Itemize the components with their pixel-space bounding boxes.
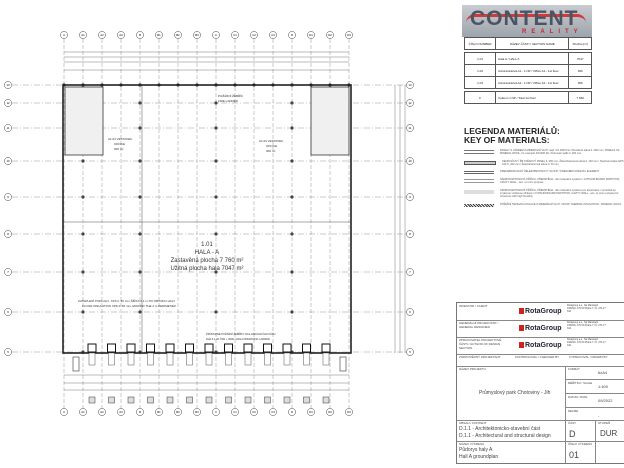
grid-row-label: 12 (408, 101, 412, 105)
column-pillar (214, 195, 217, 198)
grid-row-label: 12 (6, 101, 10, 105)
dock-bumper (128, 397, 134, 403)
dock-bumper (148, 397, 154, 403)
grid-column-label: A3 (119, 33, 123, 37)
column-pillar (290, 195, 293, 198)
dock-door (303, 344, 311, 352)
grid-column-label: D2 (328, 410, 332, 414)
drawing-en: Hall A groundplan (459, 454, 499, 460)
sandwich-panel-symbol (464, 161, 496, 165)
column-pillar (81, 270, 84, 273)
date-value: 09/2022 (598, 398, 613, 403)
grid-column-label: B (139, 410, 141, 414)
mineral-wool-panel-symbol (464, 150, 494, 154)
content-label: OBSAH / CONTENT (459, 421, 487, 425)
grid-column-label: A (63, 33, 65, 37)
grid-column-label: D2 (328, 33, 332, 37)
dock-bumper (304, 397, 310, 403)
dock-bumper (109, 397, 115, 403)
dock-bumper (187, 397, 193, 403)
column-pillar (81, 159, 84, 162)
rotagroup-logo: RotaGroup (519, 308, 562, 315)
grid-row-label: 9 (409, 195, 411, 199)
project-label: NÁZEV PROJEKTU (459, 367, 486, 371)
dock-door (186, 344, 194, 352)
dock-leveler (206, 353, 212, 365)
floor-insulation-en: FLOOR INSULATION XPS tl. 80 mm AROUND THE 2 m PERIMETER (82, 304, 176, 308)
party-designer (457, 320, 624, 338)
header-name: NÁZEV ČÁSTI / SECTION NAME (496, 38, 569, 50)
dock-bumper (206, 397, 212, 403)
column-pillar (138, 159, 141, 162)
grid-column-label: B2 (176, 33, 180, 37)
grid-row-label: 8 (7, 232, 9, 236)
dock-door (264, 344, 272, 352)
roof-insulation-symbol (464, 204, 494, 207)
grid-column-label: A2 (100, 33, 104, 37)
office-left-type: OFFICE (114, 142, 125, 146)
column-pillar (214, 126, 217, 129)
party-address: Rotagroup a.s., Na Maninách 1092/20, 170 00 Praha 7, IČ: 274 17 344 (567, 304, 606, 313)
table-total-row (465, 92, 592, 104)
dock-door (244, 344, 252, 352)
area-table (464, 37, 592, 104)
fire-ladder-en: FIRE LADDER (218, 99, 238, 103)
scale-value: 1:400 (598, 384, 609, 389)
party-address: Rotagroup a.s., Na Maninách 1092/20, 170 00 Praha 7, IČ: 274 17 344 (567, 338, 606, 347)
content-cz: D.1.1 - Architektonicko-stavební část (459, 426, 541, 432)
grid-column-label: B3 (195, 33, 199, 37)
dock-leveler (245, 353, 251, 365)
column-pillar (290, 310, 293, 313)
column-pillar (138, 232, 141, 235)
column-pillar (81, 195, 84, 198)
legend-title-cz: LEGENDA MATERIÁLŮ: (464, 126, 560, 136)
grid-column-label: B (139, 33, 141, 37)
grid-column-label: D (290, 410, 294, 414)
column-pillar (214, 159, 217, 162)
truck-symbol (340, 357, 346, 371)
number-label: ČÍSLO VÝKRESU (568, 442, 593, 446)
content-en: D.1.1 - Architectural and structural design (459, 433, 551, 439)
legend-text: SENDVIČOVÝ ŽB STĚNOVÝ PANEL tl. 300 mm, Železobetonová stěna tl. 140 mm / Tepelná izolace EPS 100 S, 100 mm / Železobetonová stěna tl. 70 mm (502, 159, 624, 166)
grid-row-label: 7 (409, 270, 411, 274)
grid-column-label: C (214, 33, 218, 37)
project-name: Průmyslový park Chotoviny - Jih (479, 390, 551, 396)
stage-label: STUPEŇ (598, 421, 611, 425)
grid-row-label: 13 (408, 83, 412, 87)
party-author (457, 337, 624, 355)
grid-column-label: A1 (81, 410, 85, 414)
column-pillar (138, 310, 141, 313)
dock-bumper (265, 397, 271, 403)
drawing-cz: Půdorys haly A (459, 447, 493, 453)
grid-row-label: 11 (6, 126, 10, 130)
grid-column-label: D3 (347, 33, 351, 37)
legend-item (464, 203, 624, 207)
fire-ladder-bottom-en: DLE 5.1.26 ČSN + 3000 / HIGH-OPERATING LADDER (206, 338, 270, 341)
row-name: Administrativa A1 - 1.NP / Office A1 - 1st floor (496, 65, 569, 77)
party-role: GENERÁLNÍ PROJEKTANT / GENERAL DESIGNER (459, 321, 499, 329)
materials-legend (464, 127, 624, 207)
legend-text: PREFABRIKOVANÝ ŽELEZOBETONOVÝ SLOUP / PREFABRICATED RC ELEMENT (500, 170, 600, 174)
format-label: FORMÁT (568, 367, 580, 371)
grid-column-label: B1 (157, 33, 161, 37)
grid-column-label: B1 (157, 410, 161, 414)
truck-symbol (73, 357, 79, 371)
fire-ladder-cz: POŽÁRNÍ ŽEBŘÍK (218, 94, 244, 98)
dock-door (225, 344, 233, 352)
rc-element-symbol (464, 171, 494, 174)
grid-column-label: C1 (233, 33, 237, 37)
loading-docks (73, 344, 346, 403)
column-pillar (290, 232, 293, 235)
legend-text: SÁDROKARTONOVÁ PŘÍČKA, PŘEDSTĚNA - dle zvoleného systému / GYPSUM BOARD PARTITION, CAVITY WALL - acc. to room purpose (500, 178, 621, 185)
dock-leveler (109, 353, 115, 365)
grid-column-label: B2 (176, 410, 180, 414)
dock-bumper (323, 397, 329, 403)
party-role: INVESTOR / CLIENT (459, 304, 488, 308)
signature-checked: KONTROLOVAL / CHECKED BY (515, 355, 560, 359)
usable-area: Užitná plocha hala 7047 m² (170, 266, 244, 272)
dock-door (127, 344, 135, 352)
grid-column-label: A3 (119, 410, 123, 414)
number-value: 01 (569, 450, 580, 460)
dock-bumper (167, 397, 173, 403)
party-investor (457, 303, 624, 321)
party-address: Rotagroup a.s., Na Maninách 1092/20, 170 00 Praha 7, IČ: 274 17 344 (567, 321, 606, 330)
dock-leveler (226, 353, 232, 365)
date-label: DATUM / DATE (568, 395, 588, 399)
row-area: 306 (569, 65, 592, 77)
column-pillar (214, 232, 217, 235)
project-meta (565, 366, 624, 420)
column-pillar (81, 232, 84, 235)
legend-item (464, 189, 624, 199)
grid-column-label: C1 (233, 410, 237, 414)
dock-leveler (167, 353, 173, 365)
legend-item (464, 170, 624, 174)
office-left-area: 306 m² (114, 147, 124, 151)
column-pillar (138, 126, 141, 129)
column-pillar (138, 270, 141, 273)
table-row (465, 53, 592, 65)
office-left-label: A1.03 VESTAVEK (108, 137, 133, 141)
revision-label: REVIZE (568, 409, 579, 413)
grid-row-label: 6 (409, 310, 411, 314)
building-outline (63, 85, 351, 353)
grid-row-label: 13 (6, 83, 10, 87)
column-pillar (138, 101, 141, 104)
dock-leveler (284, 353, 290, 365)
dock-leveler (265, 353, 271, 365)
gypsum-humid-symbol (464, 190, 494, 194)
dock-leveler (148, 353, 154, 365)
dock-door (205, 344, 213, 352)
format-value: 6xA4 (598, 370, 608, 375)
dock-door (147, 344, 155, 352)
column-pillar (290, 159, 293, 162)
drawing-row (457, 441, 624, 463)
grid-column-label: C3 (271, 33, 275, 37)
office-right-label: A1.03 VESTAVEK (259, 139, 284, 143)
grid-column-label: A (63, 410, 65, 414)
row-name: Hala A / HALL A (496, 53, 569, 65)
fire-ladder-bottom-cz: PRŮNOZNÉ POŽÁRNÍ ŽEBŘÍKY DLE ZADÁVACÍHO PÁSU (206, 333, 276, 336)
stage-value: DUR (600, 429, 618, 438)
office-block-right (311, 87, 349, 155)
grid-row-label: 10 (408, 159, 412, 163)
content-reality-logo (462, 5, 592, 37)
content-row (457, 420, 624, 442)
legend-text: SÁDROKARTONOVÁ PŘÍČKA, PŘEDSTĚNA - dle zvoleného systému pro konstrukce v prostředí se zvýšenou vzdušnou vlhkostí / GYPSUM BOARD PARTITION, CAVITY WALL - acc. to room purpose for structures with high humidity (500, 188, 619, 199)
title-block (456, 302, 624, 464)
table-row (465, 77, 592, 89)
drawing-label: NÁZEV VÝKRESU (459, 442, 485, 446)
dock-door (88, 344, 96, 352)
legend-item (464, 149, 624, 156)
dock-bumper (226, 397, 232, 403)
row-area: 306 (569, 77, 592, 89)
column-pillar (290, 270, 293, 273)
grid-row-label: 10 (6, 159, 10, 163)
dock-bumper (284, 397, 290, 403)
signature-responsible: ZODPOVĚDNÝ PROJEKTANT (459, 355, 501, 359)
gypsum-partition-symbol (464, 179, 494, 183)
built-area: Zastavěná plocha 7 760 m² (170, 258, 244, 264)
office-right-type: OFFICE (266, 144, 277, 148)
column-pillar (290, 126, 293, 129)
rotagroup-logo: RotaGroup (519, 342, 562, 349)
grid-row-label: 9 (7, 195, 9, 199)
dock-bumper (89, 397, 95, 403)
row-name: Administrativa A2 - 1.NP / Office A2 - 1st floor (496, 77, 569, 89)
revision-value: - (598, 413, 600, 418)
row-number: 1.01 (465, 53, 496, 65)
plan-labels (78, 93, 283, 341)
legend-item (464, 160, 624, 167)
grid-column-label: D1 (309, 33, 313, 37)
dock-door (283, 344, 291, 352)
grid-row-label: 7 (7, 270, 9, 274)
office-block-left (65, 87, 103, 155)
legend-text: STŘEŠNÍ TEPELNÁ IZOLACE Z MINERÁLNÍ VLNY / ROOF THERMAL INSULATION - MINERAL WOOL (500, 202, 622, 206)
legend-title-en: KEY OF MATERIALS: (464, 135, 550, 145)
column-pillar (81, 310, 84, 313)
scale-label: MĚŘÍTKO / SCALE (568, 381, 593, 385)
grid-column-label: B3 (195, 410, 199, 414)
total-area: 7 660 (569, 92, 592, 104)
dock-leveler (323, 353, 329, 365)
grid-row-label: 11 (408, 126, 412, 130)
grid-row-label: 8 (409, 232, 411, 236)
column-pillar (138, 195, 141, 198)
hall-name: HALA - A (194, 250, 220, 256)
grid-row-label: 5 (7, 350, 9, 354)
grid-row-label: 6 (7, 310, 9, 314)
party-role: ZPRACOVATEL PROJEKTOVÉ ČÁSTI / AUTHOR OF DESIGN SECTION (459, 338, 502, 350)
grid-column-label: D1 (309, 410, 313, 414)
total-symbol: Σ (465, 92, 496, 104)
dock-bumper (245, 397, 251, 403)
rotagroup-logo: RotaGroup (519, 325, 562, 332)
floor-insulation-cz: ZATEPLENÍ PODLAHY, XPS tl. 80 mm ŠÍŘKA 2,1 m PO OBVODU HALY (78, 299, 176, 303)
logo-brand: CONTENT (470, 7, 579, 30)
logo-sub: REALITY (522, 29, 583, 35)
header-area: Plocha [m²] (569, 38, 592, 50)
total-name: Celkem 1.NP / Total 1st floor (496, 92, 569, 104)
dock-leveler (304, 353, 310, 365)
grid-column-label: A2 (100, 410, 104, 414)
hall-number: 1.01 (201, 242, 213, 248)
row-number: 1.03 (465, 77, 496, 89)
part-value: D (569, 429, 576, 439)
row-number: 1.02 (465, 65, 496, 77)
row-area: 7047 (569, 53, 592, 65)
grid-column-label: D3 (347, 410, 351, 414)
office-right-area: 306 m² (266, 149, 276, 153)
grid-column-label: D (290, 33, 294, 37)
grid-column-label: A1 (81, 33, 85, 37)
column-pillar (290, 101, 293, 104)
grid-column-label: C3 (271, 410, 275, 414)
grid-column-label: C2 (252, 33, 256, 37)
dock-door (322, 344, 330, 352)
signature-drawn: VYPRACOVAL / DRAWN BY (569, 355, 608, 359)
dock-door (108, 344, 116, 352)
dock-leveler (128, 353, 134, 365)
column-pillar (214, 310, 217, 313)
table-row (465, 65, 592, 77)
header-number: ČÍSLO NUMBER (465, 38, 496, 50)
legend-text: PANELY S JÁDREM Z MINERÁLNÍ VLNY např. KS 1000 FH, Obvodová stěna tl. 200 mm / PANELS OF MINERAL WOOL, for example KS1000 FH, Perimeter walls tl. 200 mm (500, 149, 620, 156)
part-label: ČÁST (568, 421, 577, 425)
grid-column-label: C (214, 410, 218, 414)
dock-leveler (89, 353, 95, 365)
dock-door (166, 344, 174, 352)
grid-row-label: 5 (409, 350, 411, 354)
grid-column-label: C2 (252, 410, 256, 414)
table-header (465, 38, 592, 50)
dock-leveler (187, 353, 193, 365)
legend-item (464, 178, 624, 185)
